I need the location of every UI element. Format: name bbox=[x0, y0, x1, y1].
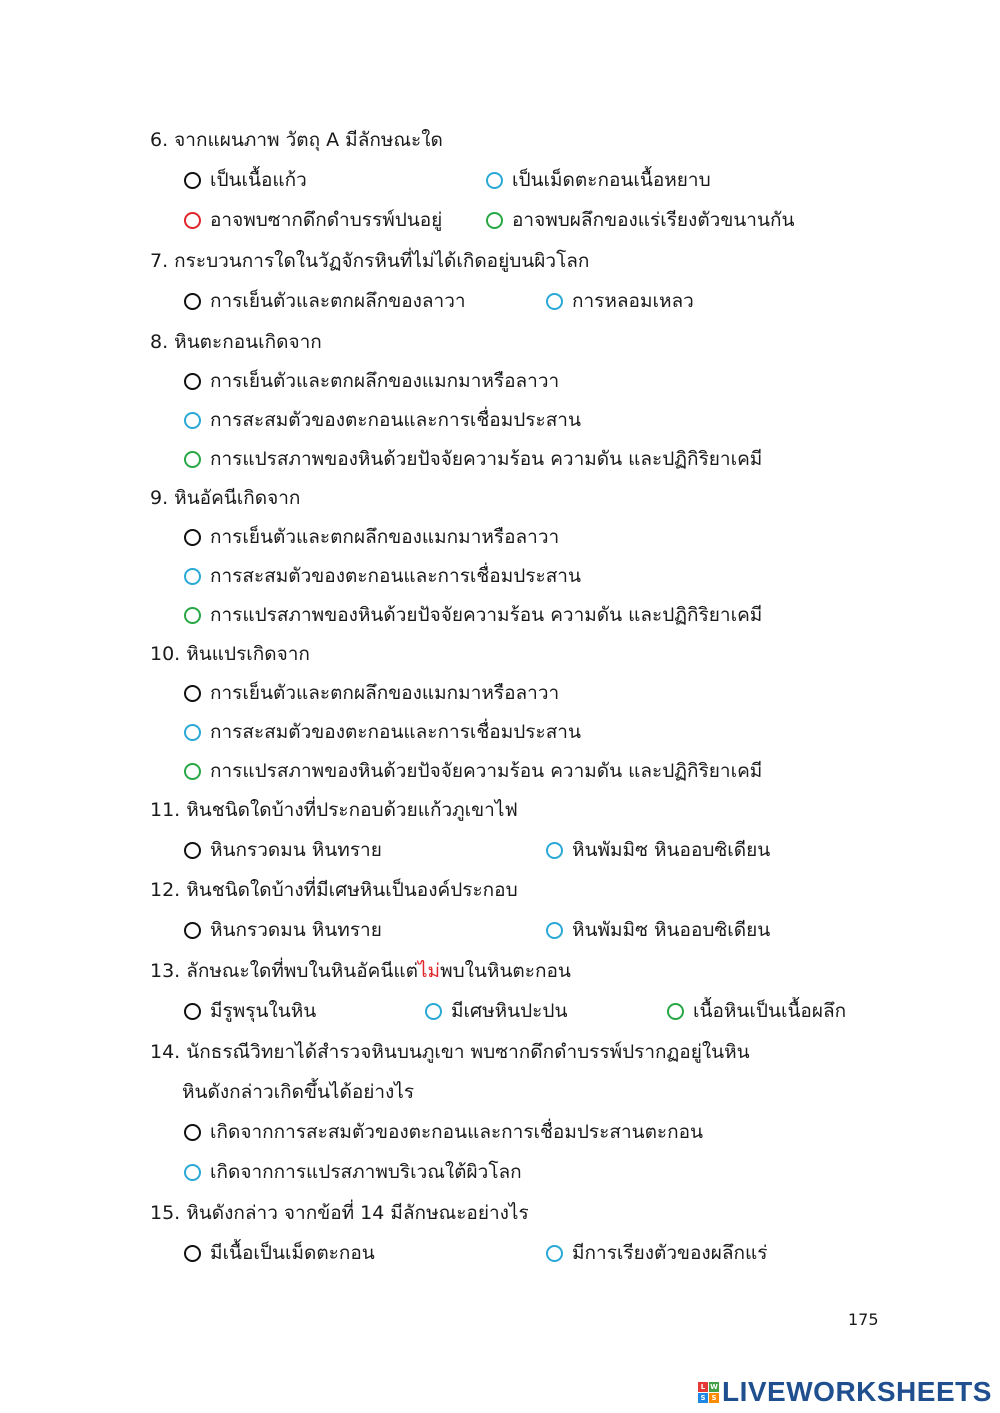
option-15a[interactable] bbox=[184, 1240, 375, 1266]
option-label: หินพัมมิซ หินออบซิเดียน bbox=[572, 919, 771, 941]
option-label: หินพัมมิซ หินออบซิเดียน bbox=[572, 839, 771, 861]
option-label: หินกรวดมน หินทราย bbox=[210, 919, 382, 941]
option-6d[interactable] bbox=[486, 207, 794, 233]
radio-circle-icon[interactable] bbox=[667, 1003, 684, 1020]
option-12a[interactable] bbox=[184, 917, 382, 943]
radio-circle-icon[interactable] bbox=[546, 1245, 563, 1262]
question-6: 6. จากแผนภาพ วัตถุ A มีลักษณะใด bbox=[150, 129, 443, 151]
page-number: 175 bbox=[848, 1310, 879, 1329]
radio-circle-icon[interactable] bbox=[184, 922, 201, 939]
option-label: การหลอมเหลว bbox=[572, 290, 694, 312]
option-label: มีเศษหินปะปน bbox=[451, 1000, 568, 1022]
question-12: 12. หินชนิดใดบ้างที่มีเศษหินเป็นองค์ประกอบ bbox=[150, 879, 518, 901]
option-label: มีรูพรุนในหิน bbox=[210, 1000, 317, 1022]
option-label: เนื้อหินเป็นเนื้อผลึก bbox=[693, 1000, 847, 1022]
option-label: การเย็นตัวและตกผลึกของแมกมาหรือลาวา bbox=[210, 370, 560, 392]
question-8: 8. หินตะกอนเกิดจาก bbox=[150, 331, 322, 353]
option-8c[interactable] bbox=[184, 446, 762, 472]
option-12b[interactable] bbox=[546, 917, 770, 943]
option-label: การเย็นตัวและตกผลึกของแมกมาหรือลาวา bbox=[210, 682, 560, 704]
option-10c[interactable] bbox=[184, 758, 762, 784]
option-13b[interactable] bbox=[425, 998, 567, 1024]
radio-circle-icon[interactable] bbox=[184, 451, 201, 468]
option-10a[interactable] bbox=[184, 680, 559, 706]
option-label: การแปรสภาพของหินด้วยปัจจัยความร้อน ความดัน และปฏิกิริยาเคมี bbox=[210, 448, 763, 470]
logo-blocks-icon bbox=[698, 1382, 719, 1403]
option-15b[interactable] bbox=[546, 1240, 767, 1266]
question-13-highlight: ไม่ bbox=[417, 960, 441, 982]
question-10: 10. หินแปรเกิดจาก bbox=[150, 643, 310, 665]
option-label: อาจพบผลึกของแร่เรียงตัวขนานกัน bbox=[512, 209, 795, 231]
radio-circle-icon[interactable] bbox=[184, 685, 201, 702]
radio-circle-icon[interactable] bbox=[486, 172, 503, 189]
radio-circle-icon[interactable] bbox=[184, 412, 201, 429]
option-label: อาจพบซากดึกดำบรรพ์ปนอยู่ bbox=[210, 209, 443, 231]
question-15: 15. หินดังกล่าว จากข้อที่ 14 มีลักษณะอย่างไร bbox=[150, 1202, 529, 1224]
option-11a[interactable] bbox=[184, 837, 382, 863]
option-14a[interactable] bbox=[184, 1119, 703, 1145]
option-label: หินกรวดมน หินทราย bbox=[210, 839, 382, 861]
radio-circle-icon[interactable] bbox=[184, 172, 201, 189]
logo-block: W bbox=[710, 1382, 718, 1391]
option-9a[interactable] bbox=[184, 524, 559, 550]
logo-text: LIVEWORKSHEETS bbox=[722, 1376, 992, 1407]
option-label: การเย็นตัวและตกผลึกของลาวา bbox=[210, 290, 466, 312]
radio-circle-icon[interactable] bbox=[184, 568, 201, 585]
radio-circle-icon[interactable] bbox=[184, 1245, 201, 1262]
option-label: การสะสมตัวของตะกอนและการเชื่อมประสาน bbox=[210, 409, 581, 431]
question-14: 14. นักธรณีวิทยาได้สำรวจหินบนภูเขา พบซากดึกดำบรรพ์ปรากฏอยู่ในหิน bbox=[150, 1041, 750, 1063]
option-7a[interactable] bbox=[184, 288, 466, 314]
option-label: เป็นเนื้อแก้ว bbox=[210, 169, 307, 191]
radio-circle-icon[interactable] bbox=[184, 842, 201, 859]
option-label: การแปรสภาพของหินด้วยปัจจัยความร้อน ความดัน และปฏิกิริยาเคมี bbox=[210, 760, 763, 782]
radio-circle-icon[interactable] bbox=[184, 1003, 201, 1020]
radio-circle-icon[interactable] bbox=[184, 1124, 201, 1141]
option-label: เกิดจากการสะสมตัวของตะกอนและการเชื่อมประสานตะกอน bbox=[210, 1121, 704, 1143]
question-13-text-end: พบในหินตะกอน bbox=[440, 960, 571, 982]
question-14-line2: หินดังกล่าวเกิดขึ้นได้อย่างไร bbox=[182, 1081, 415, 1103]
liveworksheets-logo[interactable] bbox=[698, 1376, 992, 1408]
option-8a[interactable] bbox=[184, 368, 559, 394]
question-13-text: 13. ลักษณะใดที่พบในหินอัคนีแต่ bbox=[150, 960, 418, 982]
radio-circle-icon[interactable] bbox=[184, 293, 201, 310]
logo-block: S bbox=[698, 1393, 708, 1403]
option-7b[interactable] bbox=[546, 288, 694, 314]
option-10b[interactable] bbox=[184, 719, 581, 745]
option-11b[interactable] bbox=[546, 837, 770, 863]
option-8b[interactable] bbox=[184, 407, 581, 433]
option-label: มีการเรียงตัวของผลึกแร่ bbox=[572, 1242, 768, 1264]
radio-circle-icon[interactable] bbox=[184, 607, 201, 624]
radio-circle-icon[interactable] bbox=[546, 293, 563, 310]
radio-circle-icon[interactable] bbox=[184, 724, 201, 741]
option-14b[interactable] bbox=[184, 1159, 522, 1185]
radio-circle-icon[interactable] bbox=[546, 922, 563, 939]
radio-circle-icon[interactable] bbox=[184, 1164, 201, 1181]
radio-circle-icon[interactable] bbox=[546, 842, 563, 859]
option-label: การสะสมตัวของตะกอนและการเชื่อมประสาน bbox=[210, 565, 581, 587]
question-7: 7. กระบวนการใดในวัฏจักรหินที่ไม่ได้เกิดอยู่บนผิวโลก bbox=[150, 250, 590, 272]
radio-circle-icon[interactable] bbox=[425, 1003, 442, 1020]
logo-block: L bbox=[698, 1382, 708, 1392]
option-label: การแปรสภาพของหินด้วยปัจจัยความร้อน ความดัน และปฏิกิริยาเคมี bbox=[210, 604, 763, 626]
radio-circle-icon[interactable] bbox=[486, 212, 503, 229]
option-label: เกิดจากการแปรสภาพบริเวณใต้ผิวโลก bbox=[210, 1161, 522, 1183]
option-13a[interactable] bbox=[184, 998, 316, 1024]
option-9c[interactable] bbox=[184, 602, 762, 628]
radio-circle-icon[interactable] bbox=[184, 212, 201, 229]
question-9: 9. หินอัคนีเกิดจาก bbox=[150, 487, 301, 509]
option-9b[interactable] bbox=[184, 563, 581, 589]
option-label: เป็นเม็ดตะกอนเนื้อหยาบ bbox=[512, 169, 711, 191]
option-label: การเย็นตัวและตกผลึกของแมกมาหรือลาวา bbox=[210, 526, 560, 548]
option-label: มีเนื้อเป็นเม็ดตะกอน bbox=[210, 1242, 375, 1264]
option-13c[interactable] bbox=[667, 998, 846, 1024]
option-label: การสะสมตัวของตะกอนและการเชื่อมประสาน bbox=[210, 721, 581, 743]
question-13 bbox=[150, 958, 571, 984]
question-11: 11. หินชนิดใดบ้างที่ประกอบด้วยแก้วภูเขาไฟ bbox=[150, 799, 518, 821]
radio-circle-icon[interactable] bbox=[184, 373, 201, 390]
option-6c[interactable] bbox=[184, 207, 442, 233]
logo-block: S bbox=[709, 1393, 719, 1403]
option-6b[interactable] bbox=[486, 167, 711, 193]
option-6a[interactable] bbox=[184, 167, 307, 193]
radio-circle-icon[interactable] bbox=[184, 529, 201, 546]
radio-circle-icon[interactable] bbox=[184, 763, 201, 780]
